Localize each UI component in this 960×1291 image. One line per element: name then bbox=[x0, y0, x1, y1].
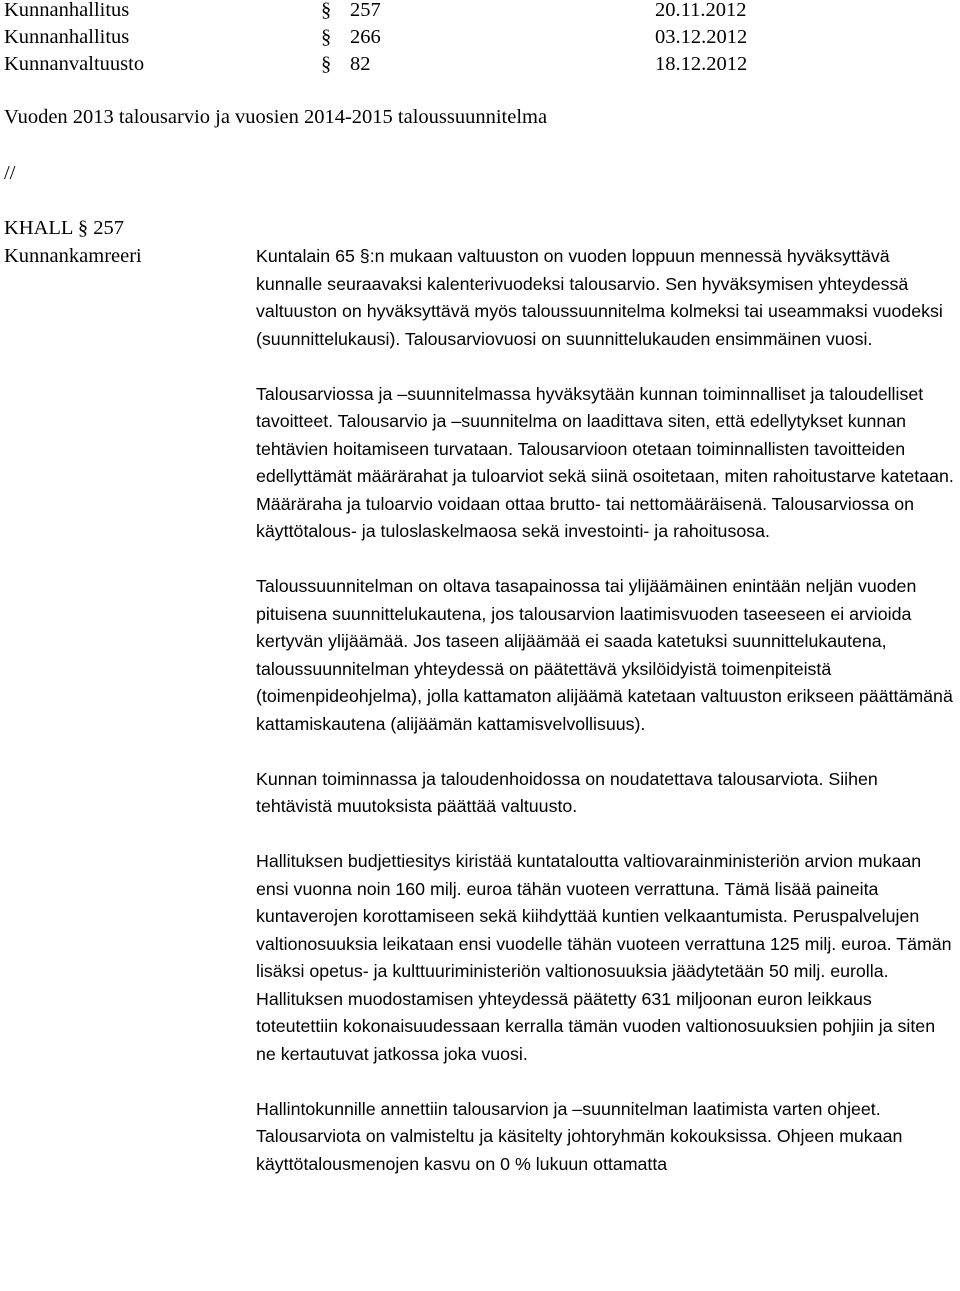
section-sign-icon: § bbox=[321, 0, 332, 21]
meeting-date: 20.11.2012 bbox=[655, 0, 747, 21]
meeting-body-name: Kunnanvaltuusto bbox=[4, 53, 145, 75]
meeting-body-name: Kunnanhallitus bbox=[4, 26, 130, 48]
preparer-label: Kunnankamreeri bbox=[4, 245, 142, 267]
meeting-date: 18.12.2012 bbox=[655, 53, 748, 75]
meeting-section-number: 82 bbox=[350, 53, 371, 75]
body-paragraph: Kunnan toiminnassa ja taloudenhoidossa on noudatettava talousarviota. Siihen tehtävistä muutoksista päättää valtuusto. bbox=[256, 768, 878, 816]
main-text bbox=[256, 243, 956, 1206]
meeting-body-name: Kunnanhallitus bbox=[4, 0, 130, 21]
document-title: Vuoden 2013 talousarvio ja vuosien 2014-2015 taloussuunnitelma bbox=[4, 106, 548, 128]
section-prefix: KHALL bbox=[4, 217, 73, 239]
meeting-date: 03.12.2012 bbox=[655, 26, 748, 48]
meeting-section-number: 257 bbox=[350, 0, 381, 21]
body-paragraph: Hallituksen budjettiesitys kiristää kuntataloutta valtiovarainministeriön arvion mukaan ensi vuonna noin 160 milj. euroa tähän vuoteen verrattuna. Tämä lisää paineita kuntaverojen korottamiseen sekä kiihdyttää kuntien velkaantumista. Peruspalvelujen valtionosuuksia leikataan ensi vuodelle tähän vuoteen verrattuna 125 milj. euroa. Tämän lisäksi opetus- ja kulttuuriministeriön valtionosuuksia jäädytetään 50 milj. eurolla. Hallituksen muodostamisen yhteydessä päätetty 631 miljoonan euron leikkaus toteutettiin kokonaisuudessaan kerralla tämän vuoden valtionosuuksien pohjiin ja siten ne kertautuvat jatkossa joka vuosi. bbox=[256, 851, 952, 1064]
body-paragraph: Talousarviossa ja –suunnitelmassa hyväksytään kunnan toiminnalliset ja taloudelliset tavoitteet. Talousarvio ja –suunnitelma on laadittava siten, että edellytykset kunnan tehtävien hoitamiseen turvataan. Talousarvioon otetaan toiminnallisten tavoitteiden edellyttämät määrärahat ja tuloarviot sekä siinä osoitetaan, miten rahoitustarve katetaan. Määräraha ja tuloarvio voidaan ottaa brutto- tai nettomääräisenä. Talousarviossa on käyttötalous- ja tuloslaskelmaosa sekä investointi- ja rahoitusosa. bbox=[256, 383, 954, 541]
body-paragraph: Kuntalain 65 §:n mukaan valtuuston on vuoden loppuun mennessä hyväksyttävä kunnalle seuraavaksi kalenterivuodeksi talousarvio. Sen hyväksymisen yhteydessä valtuuston on hyväksyttävä myös taloussuunnitelma kolmeksi tai useammaksi vuodeksi (suunnittelukausi). Talousarviovuosi on suunnittelukauden ensimmäinen vuosi. bbox=[256, 246, 943, 349]
section-sign-icon: § bbox=[321, 26, 332, 48]
body-paragraph: Taloussuunnitelman on oltava tasapainossa tai ylijäämäinen enintään neljän vuoden pituisena suunnittelukautena, jos talousarvion laatimisvuoden taseeseen ei arvioida kertyvän ylijäämää. Jos taseen alijäämää ei saada katetuksi suunnittelukautena, taloussuunnitelman yhteydessä on päätettävä yksilöidyistä toimenpiteistä (toimenpideohjelma), jolla kattamaton alijäämä katetaan valtuuston erikseen päättämänä kattamiskautena (alijäämän kattamisvelvollisuus). bbox=[256, 576, 953, 734]
meeting-section-number: 266 bbox=[350, 26, 381, 48]
section-sign-icon: § bbox=[77, 217, 89, 239]
section-heading bbox=[4, 215, 124, 242]
body-paragraph: Hallintokunnille annettiin talousarvion ja –suunnitelman laatimista varten ohjeet. Talousarviota on valmisteltu ja käsitelty johtoryhmän kokouksissa. Ohjeen mukaan käyttötalousmenojen kasvu on 0 % lukuun ottamatta bbox=[256, 1098, 903, 1174]
section-number: 257 bbox=[93, 217, 124, 239]
separator-mark: // bbox=[4, 162, 16, 184]
section-sign-icon: § bbox=[321, 53, 332, 75]
